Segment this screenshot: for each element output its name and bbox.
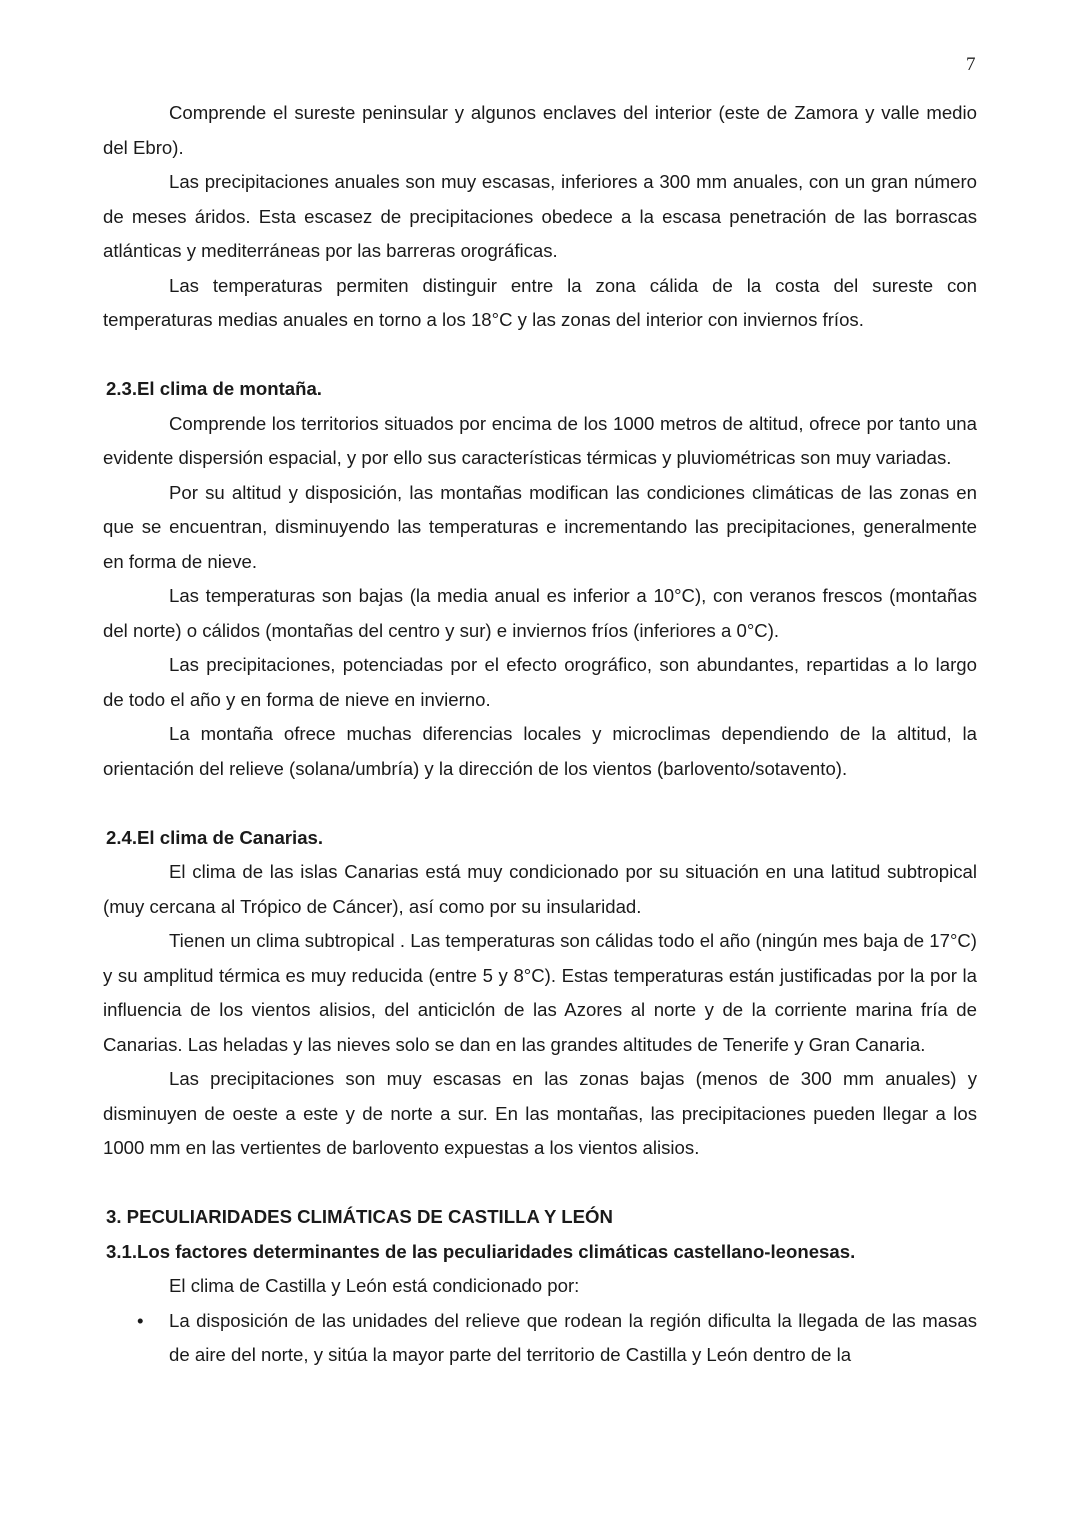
paragraph: Las precipitaciones, potenciadas por el efecto orográfico, son abundantes, repartidas a lo largo de todo el año y en forma de nieve en invierno. <box>103 654 977 710</box>
paragraph: Comprende el sureste peninsular y algunos enclaves del interior (este de Zamora y valle medio del Ebro). <box>103 102 977 158</box>
bullet-item <box>103 1304 977 1373</box>
paragraph: El clima de las islas Canarias está muy condicionado por su situación en una latitud subtropical (muy cercana al Trópico de Cáncer), así como por su insularidad. <box>103 861 977 917</box>
bullet-icon: • <box>137 1309 144 1331</box>
subsection-heading: 3.1.Los factores determinantes de las peculiaridades climáticas castellano-leonesas. <box>106 1240 856 1262</box>
paragraph: Las temperaturas son bajas (la media anual es inferior a 10°C), con veranos frescos (montañas del norte) o cálidos (montañas del centro y sur) e inviernos fríos (inferiores a 0°C). <box>103 585 977 641</box>
paragraph: Tienen un clima subtropical . Las temperaturas son cálidas todo el año (ningún mes baja de 17°C) y su amplitud térmica es muy reducida (entre 5 y 8°C). Estas temperaturas están justificadas por la por la influencia de los vientos alisios, del anticiclón de las Azores al norte y de la corriente marina fría de Canarias. Las heladas y las nieves solo se dan en las grandes altitudes de Tenerife y Gran Canaria. <box>103 930 977 1055</box>
chapter-heading: 3. PECULIARIDADES CLIMÁTICAS DE CASTILLA Y LEÓN <box>106 1206 613 1227</box>
spacer <box>103 786 977 821</box>
paragraph: Comprende los territorios situados por encima de los 1000 metros de altitud, ofrece por tanto una evidente dispersión espacial, y por ello sus características térmicas y pluviométricas son muy variadas. <box>103 412 977 468</box>
page-number: 7 <box>966 54 976 75</box>
paragraph: Las precipitaciones son muy escasas en las zonas bajas (menos de 300 mm anuales) y disminuyen de oeste a este y de norte a sur. En las montañas, las precipitaciones pueden llegar a los 1000 mm en las vertientes de barlovento expuestas a los vientos alisios. <box>103 1068 977 1158</box>
paragraph: La montaña ofrece muchas diferencias locales y microclimas dependiendo de la altitud, la orientación del relieve (solana/umbría) y la dirección de los vientos (barlovento/sotavento). <box>103 723 977 779</box>
spacer <box>103 338 977 373</box>
section-arid-climate <box>103 96 977 338</box>
section-mountain-climate <box>103 372 977 786</box>
paragraph: El clima de Castilla y León está condicionado por: <box>169 1275 580 1296</box>
paragraph: Por su altitud y disposición, las montañas modifican las condiciones climáticas de las zonas en que se encuentran, disminuyendo las temperaturas e incrementando las precipitaciones, generalmente en forma de nieve. <box>103 481 977 572</box>
section-heading: 2.3.El clima de montaña. <box>106 378 322 399</box>
section-heading: 2.4.El clima de Canarias. <box>106 826 324 848</box>
page-content <box>103 96 977 1373</box>
paragraph: Las temperaturas permiten distinguir entre la zona cálida de la costa del sureste con temperaturas medias anuales en torno a los 18°C y las zonas del interior con inviernos fríos. <box>103 274 977 330</box>
paragraph: Las precipitaciones anuales son muy escasas, inferiores a 300 mm anuales, con un gran número de meses áridos. Esta escasez de precipitaciones obedece a la escasa penetración de las borrascas atlánticas y mediterráneas por las barreras orográficas. <box>103 171 977 261</box>
spacer <box>103 1166 977 1201</box>
section-castilla-leon <box>103 1200 977 1373</box>
section-canarias-climate <box>103 821 977 1166</box>
bullet-text: La disposición de las unidades del relieve que rodean la región dificulta la llegada de las masas de aire del norte, y sitúa la mayor parte del territorio de Castilla y León dentro de la <box>169 1309 977 1365</box>
